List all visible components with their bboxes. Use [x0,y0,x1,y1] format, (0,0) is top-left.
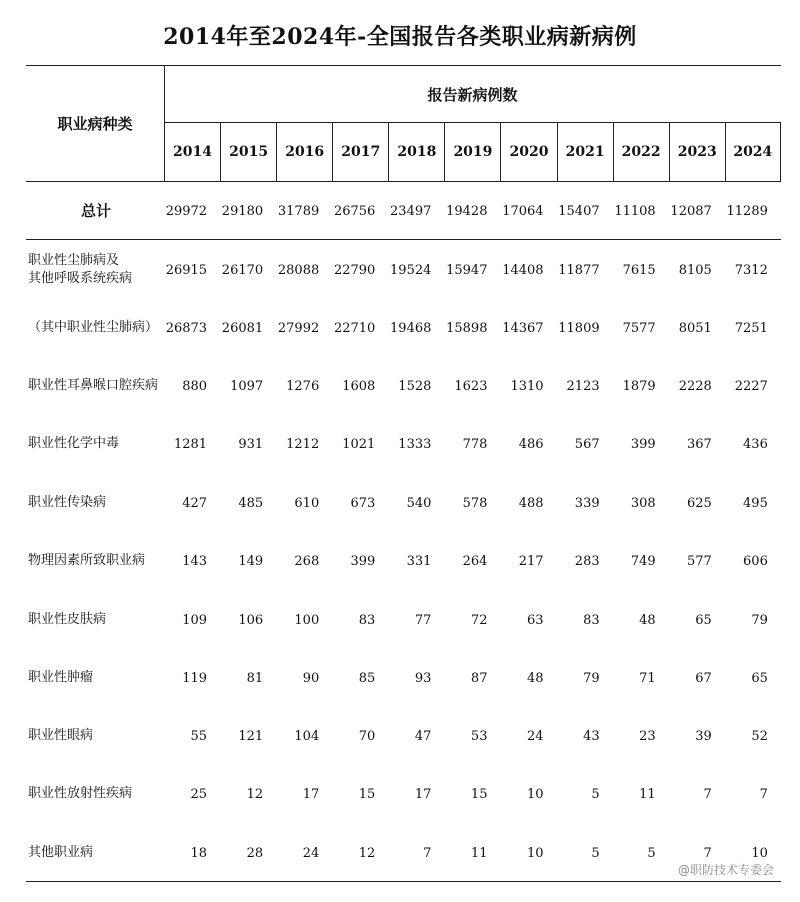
cell-2020: 14408 [502,262,544,278]
cell-2016: 610 [294,495,320,511]
cell-2020: 17064 [502,203,544,219]
cell-2022: 1879 [622,378,656,394]
cell-2014: 1281 [173,436,208,452]
page-title: 2014年至2024年-全国报告各类职业病新病例 [163,24,637,50]
row-label-line: 其他职业病 [28,845,94,860]
cell-2019: 778 [462,436,488,452]
cell-2018: 1333 [398,436,432,452]
cell-2017: 15 [358,786,376,802]
table-row [26,483,781,523]
cell-2024: 7251 [734,320,768,336]
cell-2024: 11289 [726,203,768,219]
table-row [26,833,781,873]
cell-2020: 63 [527,612,544,628]
watermark: @职防技术专委会 [677,863,774,877]
cell-2021: 567 [574,436,600,452]
cell-2024: 65 [751,670,768,686]
row-label [26,377,164,395]
cell-2020: 488 [518,495,544,511]
cell-2016: 28088 [277,262,320,278]
table-row [26,366,781,406]
header-bottom-rule [26,181,781,182]
year-header-2023: 2023 [669,122,725,181]
cell-2015: 149 [238,553,264,569]
cell-2017: 83 [358,612,376,628]
row-label-line: 职业性耳鼻喉口腔疾病 [28,378,159,393]
cell-2023: 7 [703,845,712,861]
cell-2016: 104 [294,728,320,744]
cell-2016: 27992 [277,320,320,336]
cell-2015: 485 [238,495,264,511]
cell-2023: 625 [686,495,712,511]
cell-2018: 47 [414,728,432,744]
cell-2014: 880 [182,378,208,394]
cell-2020: 24 [527,728,544,744]
row-label-line: 职业性传染病 [28,495,107,510]
cell-2014: 143 [182,553,208,569]
cell-2023: 67 [695,670,712,686]
row-label-line: 其他呼吸系统疾病 [28,271,133,286]
cell-2019: 15 [470,786,488,802]
cell-2017: 1608 [342,378,376,394]
cell-2014: 427 [182,495,208,511]
cell-2022: 11 [639,786,656,802]
cell-2016: 100 [294,612,320,628]
cell-2022: 749 [630,553,656,569]
row-label-line: 职业性肿瘤 [28,670,94,685]
cell-2014: 109 [182,612,208,628]
row-label-line: 职业性放射性疾病 [28,786,133,801]
cell-2015: 121 [238,728,264,744]
cell-2024: 436 [743,436,768,452]
cell-2020: 217 [518,553,544,569]
cell-2014: 29972 [165,203,208,219]
cell-2019: 72 [470,612,488,628]
cell-2017: 85 [358,670,376,686]
category-header: 职业病种类 [57,115,133,133]
cell-2019: 578 [462,495,488,511]
table-row [26,600,781,640]
cell-2018: 540 [406,495,432,511]
cell-2023: 65 [695,612,712,628]
group-header: 报告新病例数 [427,85,518,104]
row-label [26,494,164,512]
cell-2016: 31789 [277,203,320,219]
cell-2017: 70 [358,728,376,744]
cell-2018: 17 [414,786,432,802]
cell-2024: 10 [751,845,768,861]
cell-2021: 283 [574,553,600,569]
cell-2016: 1212 [286,436,320,452]
cell-2014: 26915 [165,262,208,278]
year-header-2020: 2020 [500,122,556,181]
cell-2020: 1310 [510,378,544,394]
cell-2021: 15407 [558,203,600,219]
cell-2014: 119 [182,670,208,686]
cell-2023: 12087 [670,203,712,219]
table-bottom-rule [26,881,781,882]
cell-2023: 8105 [678,262,712,278]
row-label-line: 职业性眼病 [28,728,94,743]
table-row [26,424,781,464]
cell-2018: 331 [406,553,432,569]
cell-2014: 18 [190,845,208,861]
cell-2015: 106 [238,612,264,628]
cell-2019: 15898 [446,320,488,336]
cell-2017: 22710 [333,320,376,336]
cell-2021: 79 [583,670,600,686]
cell-2015: 931 [238,436,264,452]
cell-2024: 495 [743,495,768,511]
total-row [26,191,781,231]
cell-2021: 11809 [558,320,600,336]
cell-2022: 71 [639,670,656,686]
cell-2022: 5 [647,845,656,861]
cell-2023: 2228 [678,378,712,394]
row-label [26,252,164,288]
cell-2019: 53 [470,728,488,744]
cell-2023: 367 [686,436,712,452]
cell-2021: 83 [583,612,600,628]
year-header-2016: 2016 [276,122,332,181]
cell-2015: 28 [246,845,264,861]
cell-2019: 11 [470,845,488,861]
cell-2020: 48 [527,670,544,686]
cell-2016: 24 [302,845,320,861]
total-bottom-rule [26,239,781,240]
cell-2023: 39 [695,728,712,744]
cell-2015: 26170 [221,262,264,278]
cell-2024: 79 [751,612,768,628]
cell-2020: 10 [527,786,544,802]
cell-2015: 29180 [221,203,264,219]
row-label [26,844,164,862]
cell-2024: 7312 [734,262,768,278]
cell-2022: 48 [639,612,656,628]
year-header-row [164,122,781,181]
cell-2017: 399 [350,553,376,569]
cell-2017: 12 [358,845,376,861]
row-label [26,202,164,220]
cell-2014: 26873 [165,320,208,336]
cell-2022: 23 [639,728,656,744]
cell-2017: 22790 [333,262,376,278]
cell-2016: 1276 [286,378,320,394]
table-row [26,716,781,756]
cell-2023: 577 [686,553,712,569]
cell-2016: 90 [302,670,320,686]
cell-2020: 14367 [502,320,544,336]
cell-2014: 25 [190,786,208,802]
cell-2024: 606 [743,553,768,569]
cell-2017: 26756 [333,203,376,219]
cell-2022: 11108 [614,203,656,219]
row-label [26,785,164,803]
cell-2018: 93 [414,670,432,686]
cell-2017: 1021 [342,436,376,452]
cell-2022: 399 [630,436,656,452]
year-header-2018: 2018 [388,122,444,181]
cell-2018: 1528 [398,378,432,394]
cell-2019: 87 [470,670,488,686]
cell-2018: 19524 [390,262,432,278]
row-label [26,319,164,337]
table-row [26,541,781,581]
row-label-line: 总计 [80,202,111,220]
cell-2015: 1097 [230,378,264,394]
year-header-2022: 2022 [613,122,669,181]
row-label-line: 职业性化学中毒 [28,436,120,451]
cell-2016: 17 [302,786,320,802]
cell-2018: 23497 [390,203,432,219]
year-header-2024: 2024 [725,122,781,181]
cell-2024: 7 [759,786,768,802]
cell-2019: 19428 [446,203,488,219]
cell-2020: 10 [527,845,544,861]
cell-2021: 339 [574,495,600,511]
row-label [26,727,164,745]
cell-2019: 1623 [454,378,488,394]
row-label-line: 职业性皮肤病 [28,612,107,627]
table-row [26,774,781,814]
cell-2022: 7615 [622,262,656,278]
row-label [26,669,164,687]
row-label-line: （其中职业性尘肺病） [28,320,159,335]
table-row [26,250,781,290]
cell-2022: 308 [630,495,656,511]
row-label-line: 物理因素所致职业病 [28,553,146,568]
table-row [26,308,781,348]
year-header-2014: 2014 [164,122,220,181]
cell-2021: 5 [591,786,600,802]
table-row [26,658,781,698]
cell-2022: 7577 [622,320,656,336]
cell-2017: 673 [350,495,376,511]
year-header-2015: 2015 [220,122,276,181]
cell-2015: 81 [246,670,264,686]
row-label-line: 职业性尘肺病及 [28,253,120,268]
cell-2019: 264 [462,553,488,569]
row-label [26,435,164,453]
cell-2024: 52 [751,728,768,744]
cell-2021: 5 [591,845,600,861]
year-header-2019: 2019 [444,122,500,181]
cell-2016: 268 [294,553,320,569]
cell-2021: 43 [583,728,600,744]
cell-2015: 12 [246,786,264,802]
cell-2021: 2123 [566,378,600,394]
cell-2024: 2227 [734,378,768,394]
cell-2019: 15947 [446,262,488,278]
cell-2021: 11877 [558,262,600,278]
cell-2020: 486 [518,436,544,452]
cell-2018: 77 [414,612,432,628]
row-label [26,552,164,570]
year-header-2021: 2021 [557,122,613,181]
cell-2014: 55 [190,728,208,744]
cell-2015: 26081 [221,320,264,336]
cell-2023: 8051 [678,320,712,336]
cell-2018: 19468 [390,320,432,336]
row-label [26,611,164,629]
cell-2018: 7 [423,845,432,861]
year-header-2017: 2017 [332,122,388,181]
cell-2023: 7 [703,786,712,802]
